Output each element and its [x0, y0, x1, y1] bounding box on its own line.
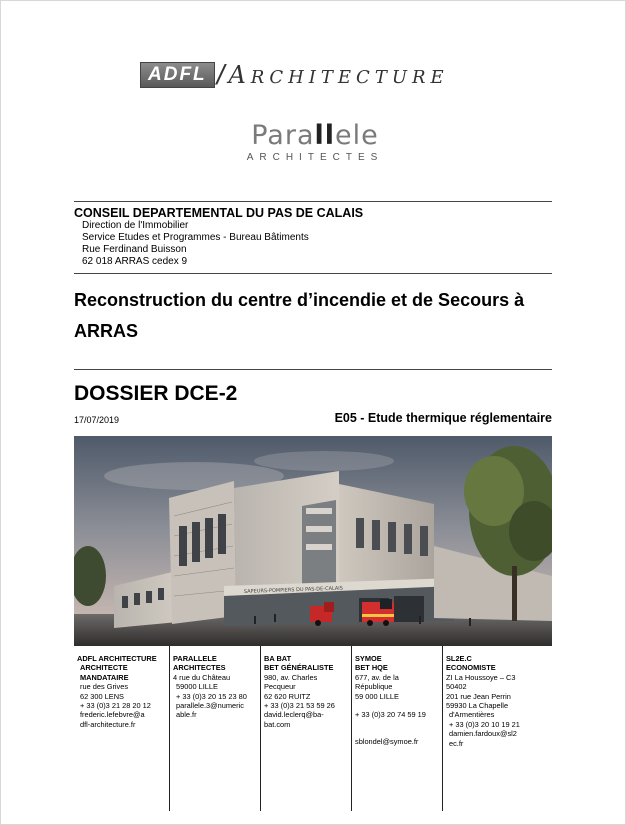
client-block [74, 206, 363, 268]
contact-role: MANDATAIRE [80, 672, 129, 682]
contact-column [442, 646, 533, 811]
contact-line: 62 620 RUITZ [264, 691, 311, 701]
adfl-logo-slash: / [216, 59, 225, 90]
contact-line: République [355, 682, 393, 692]
adfl-logo-word: ARCHITECTURE [228, 61, 449, 89]
contact-line: 62 300 LENS [80, 691, 124, 701]
contact-column [260, 646, 351, 811]
adfl-logo [140, 59, 449, 90]
contact-email: dfl-architecture.fr [80, 719, 136, 729]
contact-line: rue des Grives [80, 682, 129, 692]
adfl-logo-box: ADFL [140, 62, 215, 88]
contact-email: parallele.3@numeric [176, 701, 244, 711]
contact-role: ECONOMISTE [446, 663, 496, 673]
contact-column [74, 646, 169, 811]
parallele-logo-name: Parallele [251, 120, 379, 151]
contact-line: Pecqueur [264, 682, 296, 692]
contact-name: BA BAT [264, 654, 292, 663]
contact-email: frederic.lefebvre@a [80, 710, 145, 720]
contact-role: ARCHITECTES [173, 663, 226, 673]
contact-email: david.leclerq@ba- [264, 710, 324, 720]
client-line: 62 018 ARRAS cedex 9 [82, 256, 188, 267]
contact-line: 201 rue Jean Perrin [446, 691, 511, 701]
contact-line: 677, av. de la [355, 672, 399, 682]
contact-spacer [355, 701, 442, 710]
contact-name: SL2E.C [446, 654, 472, 663]
building-rendering [74, 436, 552, 646]
parallele-logo-subtitle: ARCHITECTES [246, 152, 384, 163]
contact-line: 50402 [446, 682, 467, 692]
contact-email: ec.fr [449, 738, 464, 748]
contact-line: ZI La Houssoye – C3 [446, 672, 516, 682]
contact-role: BET HQE [355, 663, 388, 673]
contact-email: damien.fardoux@sl2 [449, 729, 517, 739]
contact-line: d'Armentières [449, 710, 495, 720]
contact-line: 59000 LILLE [176, 682, 218, 692]
client-line: Direction de l'Immobilier [82, 220, 189, 231]
client-title: CONSEIL DEPARTEMENTAL DU PAS DE CALAIS [74, 206, 364, 220]
project-title: Reconstruction du centre d’incendie et de Secours à ARRAS [74, 290, 525, 341]
contact-line: 4 rue du Château [173, 672, 231, 682]
contact-name: ADFL ARCHITECTURE [77, 654, 157, 663]
dossier-title: DOSSIER DCE-2 [74, 382, 238, 405]
contact-email: able.fr [176, 710, 197, 720]
contacts-table [74, 646, 552, 811]
contact-line: 59930 La Chapelle [446, 701, 509, 711]
contact-name: SYMOE [355, 654, 382, 663]
facade-text: SAPEURS-POMPIERS DU PAS-DE-CALAIS [243, 585, 344, 595]
client-line: Service Etudes et Programmes - Bureau Bâtiments [82, 232, 309, 243]
client-line: Rue Ferdinand Buisson [82, 244, 187, 255]
divider-client [74, 273, 552, 274]
divider-project [74, 369, 552, 370]
contact-line: + 33 (0)3 21 28 20 12 [80, 701, 151, 711]
parallele-logo [224, 122, 406, 163]
contact-line: + 33 (0)3 21 53 59 26 [264, 701, 335, 711]
dossier-date: 17/07/2019 [74, 415, 120, 425]
contact-line: + 33 (0)3 20 10 19 21 [449, 719, 520, 729]
contact-email: sblondel@symoe.fr [355, 737, 419, 747]
dossier-subject: E05 - Etude thermique réglementaire [334, 411, 552, 425]
contact-email: bat.com [264, 719, 291, 729]
contact-column [169, 646, 260, 811]
contact-line: 59 000 LILLE [355, 691, 399, 701]
contact-spacer [355, 728, 442, 737]
contact-line: 980, av. Charles [264, 672, 318, 682]
contact-column [351, 646, 442, 811]
contact-role: ARCHITECTE [80, 663, 128, 673]
contact-line: + 33 (0)3 20 15 23 80 [176, 691, 247, 701]
contact-line: + 33 (0)3 20 74 59 19 [355, 710, 426, 720]
contact-spacer [355, 719, 442, 728]
contact-role: BET GÉNÉRALISTE [264, 663, 334, 673]
contact-name: PARALLELE [173, 654, 217, 663]
divider-top [74, 201, 552, 202]
